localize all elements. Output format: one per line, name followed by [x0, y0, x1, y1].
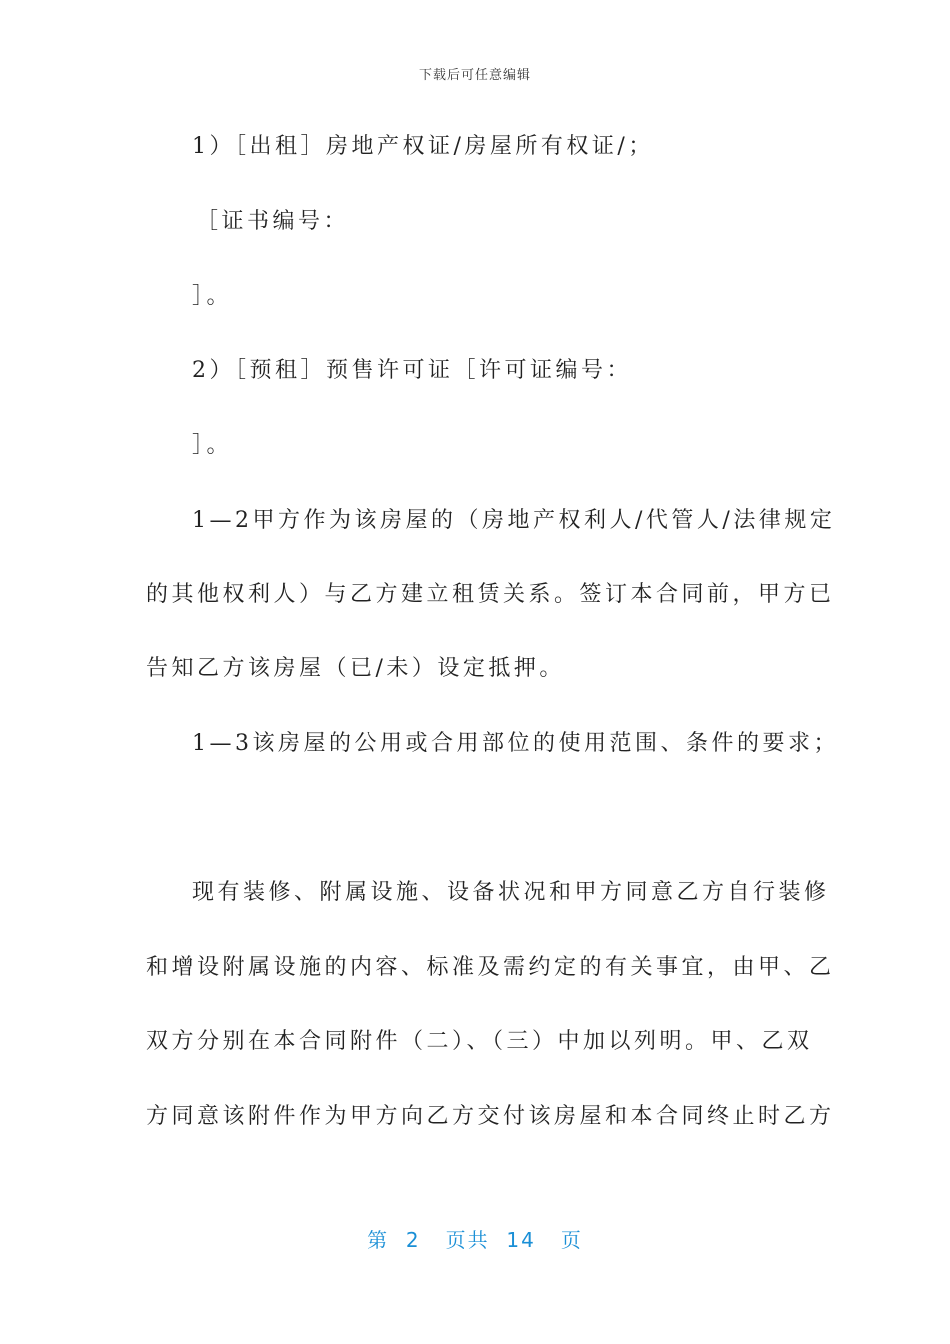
page-footer — [0, 1224, 950, 1253]
footer-middle: 页共 — [445, 1228, 490, 1252]
line-cert-number: ［证书编号： — [196, 209, 350, 234]
line-decoration-c: 双方分别在本合同附件（二）、（三）中加以列明。甲、乙双 — [146, 1029, 813, 1054]
line-clause-1-2-c: 告知乙方该房屋（已/未）设定抵押。 — [146, 656, 565, 681]
footer-suffix: 页 — [560, 1228, 583, 1252]
line-bracket-close-2: ］。 — [192, 433, 233, 458]
footer-page-number: 2 — [405, 1228, 421, 1252]
footer-total-pages: 14 — [506, 1228, 536, 1252]
footer-prefix: 第 — [367, 1228, 390, 1252]
line-decoration-b: 和增设附属设施的内容、标准及需约定的有关事宜，由甲、乙 — [146, 955, 835, 980]
line-clause-1-3: 1—3该房屋的公用或合用部位的使用范围、条件的要求； — [192, 731, 839, 756]
line-cert-presale: 2）［预租］预售许可证［许可证编号： — [192, 358, 632, 383]
line-clause-1-2-a: 1—2甲方作为该房屋的（房地产权利人/代管人/法律规定 — [192, 508, 836, 533]
line-clause-1-2-b: 的其他权利人）与乙方建立租赁关系。签订本合同前，甲方已 — [146, 582, 835, 607]
page-header: 下载后可任意编辑 — [418, 68, 531, 83]
line-bracket-close-1: ］。 — [192, 284, 233, 309]
line-decoration-a: 现有装修、附属设施、设备状况和甲方同意乙方自行装修 — [192, 880, 830, 905]
line-decoration-d: 方同意该附件作为甲方向乙方交付该房屋和本合同终止时乙方 — [146, 1104, 835, 1129]
line-cert-rent: 1）［出租］房地产权证/房屋所有权证/； — [192, 134, 654, 159]
